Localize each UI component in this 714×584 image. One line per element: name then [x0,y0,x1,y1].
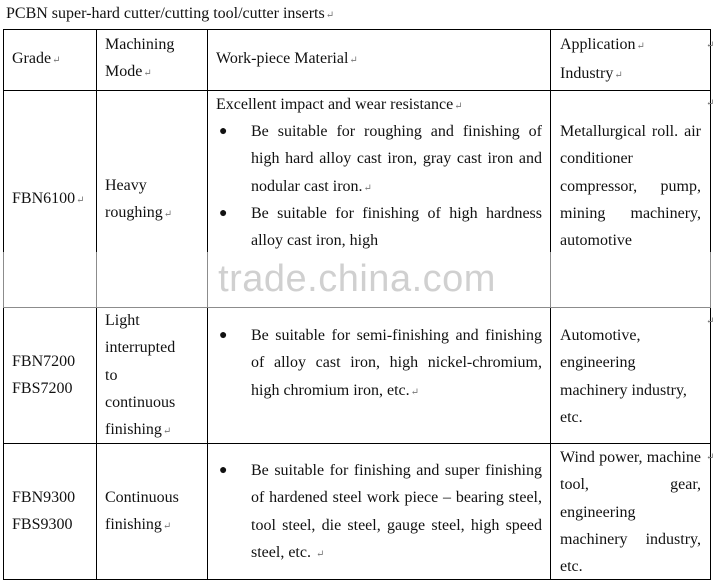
header-grade: Grade↵ [12,50,61,67]
bullet-icon: ● [219,124,228,139]
machining-mode-cell: Light interrupted to continuous finishing↵ [105,312,176,439]
header-application-industry: Application↵ Industry↵ [560,36,645,83]
machining-mode-cell: Heavy roughing↵ [105,177,173,222]
machining-mode-cell: Continuous finishing↵ [105,489,179,534]
bullet-icon: ● [219,463,228,478]
end-of-row-mark: ↵ [706,316,714,327]
header-machining-mode: Machining Mode↵ [105,36,175,81]
material-bullet-text: Be suitable for semi-finishing and finishing of alloy cast iron, high nickel-chromium, high chromium iron, etc.↵ [251,327,542,399]
end-of-row-mark: ↵ [706,452,714,463]
industry-cell: Automotive, engineering machinery industry, etc. [560,327,687,426]
material-bullet-text: Be suitable for finishing and super finishing of hardened steel work piece – bearing steel, tool steel, die steel, gauge steel, high speed steel, etc. ↵ [251,462,542,561]
industry-cell: Wind power, machine tool, gear, engineering machinery industry, etc. [560,449,701,576]
header-work-piece-material: Work-piece Material↵ [216,50,358,67]
table-caption: PCBN super-hard cutter/cutting tool/cutter inserts↵ [6,5,335,22]
material-bullet-text: Be suitable for roughing and finishing of high hard alloy cast iron, gray cast iron and nodular cast iron.↵ [251,123,542,195]
material-intro: Excellent impact and wear resistance↵ [216,96,463,113]
industry-cell: Metallurgical roll. air conditioner compressor, pump, mining machinery, automotive [560,123,701,250]
grade-cell: FBN6100↵ [12,190,85,207]
table-border-top [3,29,711,30]
end-of-row-mark: ↵ [706,40,714,51]
bullet-icon: ● [219,206,228,221]
material-bullet-text: Be suitable for finishing of high hardness alloy cast iron, high [251,205,542,250]
grade-cell: FBN7200 FBS7200 [12,353,76,398]
end-of-row-mark: ↵ [706,98,714,109]
bullet-icon: ● [219,328,228,343]
grade-cell: FBN9300 FBS9300 [12,489,76,534]
watermark: trade.china.com [218,258,496,300]
